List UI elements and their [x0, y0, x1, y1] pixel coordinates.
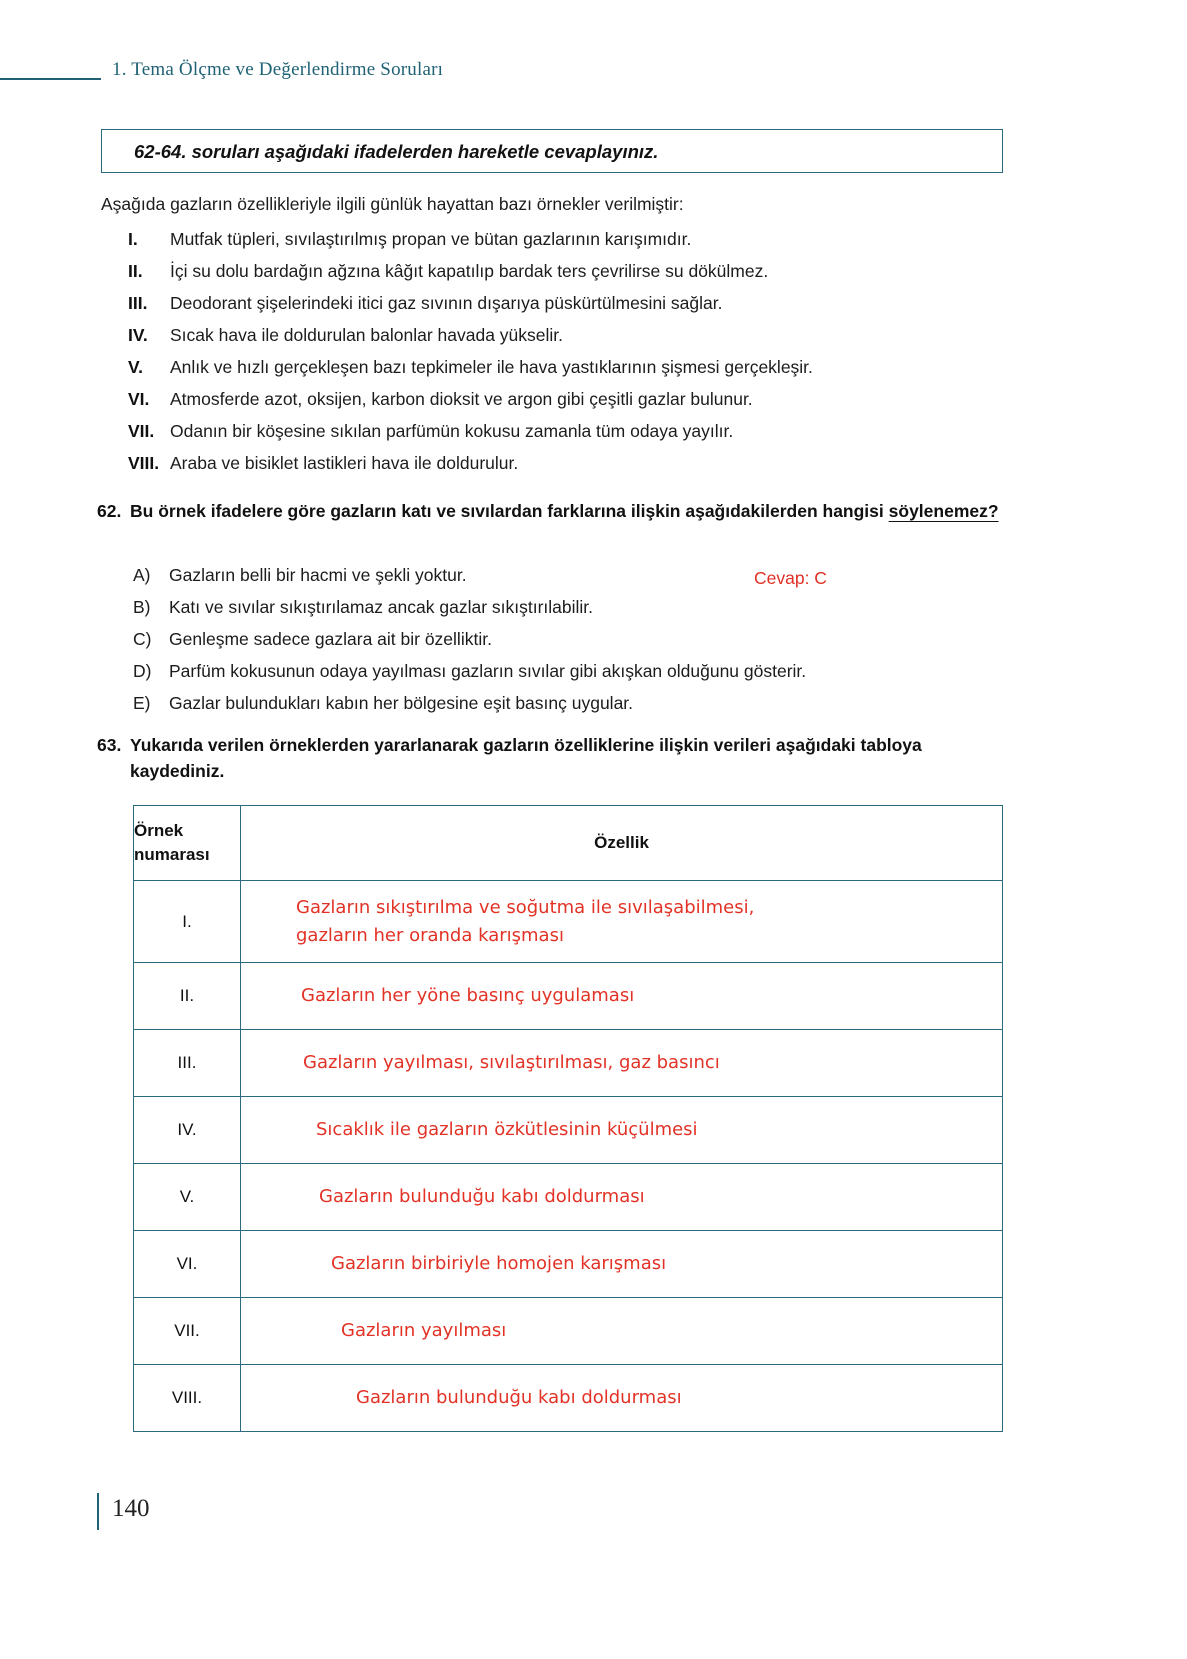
row-property [241, 1298, 1003, 1365]
option-b-letter: B) [133, 597, 151, 617]
list-item [128, 357, 1008, 389]
row-property-line1: Gazların sıkıştırılma ve soğutma ile sıvılaşabilmesi, [296, 896, 755, 918]
statement-number: II. [128, 261, 143, 281]
statement-text: Deodorant şişelerindeki itici gaz sıvının dışarıya püskürtülmesini sağlar. [170, 293, 723, 313]
list-item [128, 453, 1008, 485]
row-property [241, 1030, 1003, 1097]
option-c-letter: C) [133, 629, 152, 649]
row-number: VII. [134, 1298, 241, 1365]
statement-list [128, 229, 1008, 485]
table-row [134, 1097, 1003, 1164]
header-ornek-line2: numarası [134, 845, 210, 864]
statement-text: Araba ve bisiklet lastikleri hava ile doldurulur. [170, 453, 519, 473]
option-d[interactable] [133, 661, 933, 693]
header-ornek-numarasi [134, 806, 241, 881]
row-property-line1: Gazların bulunduğu kabı doldurması [356, 1387, 682, 1408]
answer-annotation: Cevap: C [754, 568, 827, 588]
table-header-row [134, 806, 1003, 881]
option-e-text: Gazlar bulundukları kabın her bölgesine eşit basınç uygular. [169, 693, 634, 713]
header-rule [0, 78, 101, 80]
row-property [241, 1164, 1003, 1231]
row-property-line1: Gazların her yöne basınç uygulaması [301, 985, 635, 1006]
header-ornek-line1: Örnek [134, 821, 184, 840]
statement-text: İçi su dolu bardağın ağzına kâğıt kapatılıp bardak ters çevrilirse su dökülmez. [170, 261, 769, 281]
row-number: III. [134, 1030, 241, 1097]
row-number: I. [134, 881, 241, 963]
running-head-title: 1. Tema Ölçme ve Değerlendirme Soruları [112, 59, 444, 80]
question-62-text-emphasis: söylenemez? [888, 501, 999, 521]
list-item [128, 293, 1008, 325]
question-62-text-main: Bu örnek ifadelere göre gazların katı ve sıvılardan farklarına ilişkin aşağıdakilerden hangisi [130, 501, 889, 521]
row-number: VI. [134, 1231, 241, 1298]
statement-number: IV. [128, 325, 148, 345]
row-property-line1: Gazların bulunduğu kabı doldurması [319, 1186, 645, 1207]
row-property-line1: Sıcaklık ile gazların özkütlesinin küçülmesi [316, 1119, 698, 1140]
question-62-options [133, 565, 933, 725]
instruction-box [101, 129, 1003, 173]
statement-text: Atmosferde azot, oksijen, karbon dioksit ve argon gibi çeşitli gazlar bulunur. [170, 389, 753, 409]
table-row [134, 963, 1003, 1030]
option-c-text: Genleşme sadece gazlara ait bir özelliktir. [169, 629, 492, 649]
table-row [134, 1298, 1003, 1365]
row-property-line1: Gazların yayılması, sıvılaştırılması, gaz basıncı [303, 1052, 720, 1073]
properties-table [133, 805, 1003, 1432]
table-row [134, 1164, 1003, 1231]
table-row [134, 1365, 1003, 1432]
option-e[interactable] [133, 693, 933, 725]
statement-text: Mutfak tüpleri, sıvılaştırılmış propan ve bütan gazlarının karışımıdır. [170, 229, 692, 249]
page-number: 140 [112, 1495, 150, 1522]
list-item [128, 389, 1008, 421]
table-row [134, 881, 1003, 963]
page-number-rule [97, 1493, 99, 1530]
row-property [241, 1097, 1003, 1164]
statement-text: Anlık ve hızlı gerçekleşen bazı tepkimeler ile hava yastıklarının şişmesi gerçekleşir. [170, 357, 813, 377]
row-property [241, 881, 1003, 963]
option-c[interactable] [133, 629, 933, 661]
row-property [241, 1231, 1003, 1298]
row-number: IV. [134, 1097, 241, 1164]
question-63-number: 63. [97, 735, 122, 755]
row-number: V. [134, 1164, 241, 1231]
statement-number: I. [128, 229, 138, 249]
list-item [128, 261, 1008, 293]
table-row [134, 1030, 1003, 1097]
list-item [128, 325, 1008, 357]
statement-number: VI. [128, 389, 150, 409]
instruction-text: 62-64. soruları aşağıdaki ifadelerden hareketle cevaplayınız. [134, 141, 659, 162]
row-property-line1: Gazların birbiriyle homojen karışması [331, 1253, 667, 1274]
option-b-text: Katı ve sıvılar sıkıştırılamaz ancak gazlar sıkıştırılabilir. [169, 597, 594, 617]
option-e-letter: E) [133, 693, 151, 713]
row-number: II. [134, 963, 241, 1030]
list-item [128, 421, 1008, 453]
header-ozellik: Özellik [241, 806, 1003, 881]
statement-number: III. [128, 293, 148, 313]
list-item [128, 229, 1008, 261]
question-63-text: Yukarıda verilen örneklerden yararlanarak gazların özelliklerine ilişkin verileri aşağıdaki tabloya kaydediniz. [130, 735, 922, 781]
question-62-number: 62. [97, 501, 122, 521]
option-d-letter: D) [133, 661, 152, 681]
row-property-line2: gazların her oranda karışması [296, 924, 564, 946]
question-63 [97, 732, 1007, 784]
row-property-line1: Gazların yayılması [341, 1320, 507, 1341]
row-property [241, 963, 1003, 1030]
row-number: VIII. [134, 1365, 241, 1432]
row-property [241, 1365, 1003, 1432]
statement-text: Sıcak hava ile doldurulan balonlar havada yükselir. [170, 325, 564, 345]
option-a-text: Gazların belli bir hacmi ve şekli yoktur. [169, 565, 467, 585]
option-a-letter: A) [133, 565, 151, 585]
question-62-text [130, 498, 999, 524]
option-d-text: Parfüm kokusunun odaya yayılması gazların sıvılar gibi akışkan olduğunu gösterir. [169, 661, 807, 681]
statement-number: VII. [128, 421, 155, 441]
table-row [134, 1231, 1003, 1298]
intro-paragraph: Aşağıda gazların özellikleriyle ilgili günlük hayattan bazı örnekler verilmiştir: [101, 194, 684, 214]
statement-number: VIII. [128, 453, 160, 473]
statement-number: V. [128, 357, 143, 377]
statement-text: Odanın bir köşesine sıkılan parfümün kokusu zamanla tüm odaya yayılır. [170, 421, 734, 441]
question-62 [97, 498, 1007, 524]
option-b[interactable] [133, 597, 933, 629]
